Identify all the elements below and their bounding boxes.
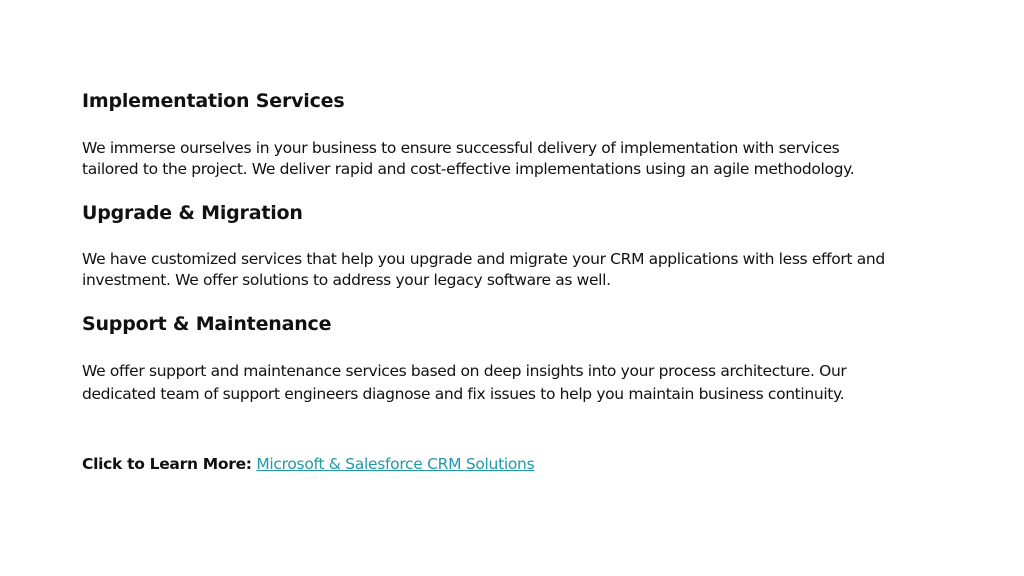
body-line: We immerse ourselves in your business to ensure successful delivery of implementation with services xyxy=(82,139,840,157)
section-body-implementation xyxy=(82,138,942,180)
section-title-implementation: Implementation Services xyxy=(82,90,345,112)
body-line: tailored to the project. We deliver rapid and cost-effective implementations using an agile methodology. xyxy=(82,160,855,178)
crm-solutions-link[interactable]: Microsoft & Salesforce CRM Solutions xyxy=(256,455,535,473)
body-line: We offer support and maintenance services based on deep insights into your process architecture. Our xyxy=(82,362,847,380)
body-line: dedicated team of support engineers diagnose and fix issues to help you maintain business continuity. xyxy=(82,385,845,403)
section-title-support: Support & Maintenance xyxy=(82,313,332,335)
learn-more-row xyxy=(82,454,534,475)
body-line: investment. We offer solutions to address your legacy software as well. xyxy=(82,271,611,289)
learn-more-label: Click to Learn More: xyxy=(82,455,252,473)
body-line: We have customized services that help you upgrade and migrate your CRM applications with less effort and xyxy=(82,250,885,268)
section-body-support xyxy=(82,360,942,406)
section-body-upgrade xyxy=(82,249,942,291)
section-title-upgrade: Upgrade & Migration xyxy=(82,202,303,224)
